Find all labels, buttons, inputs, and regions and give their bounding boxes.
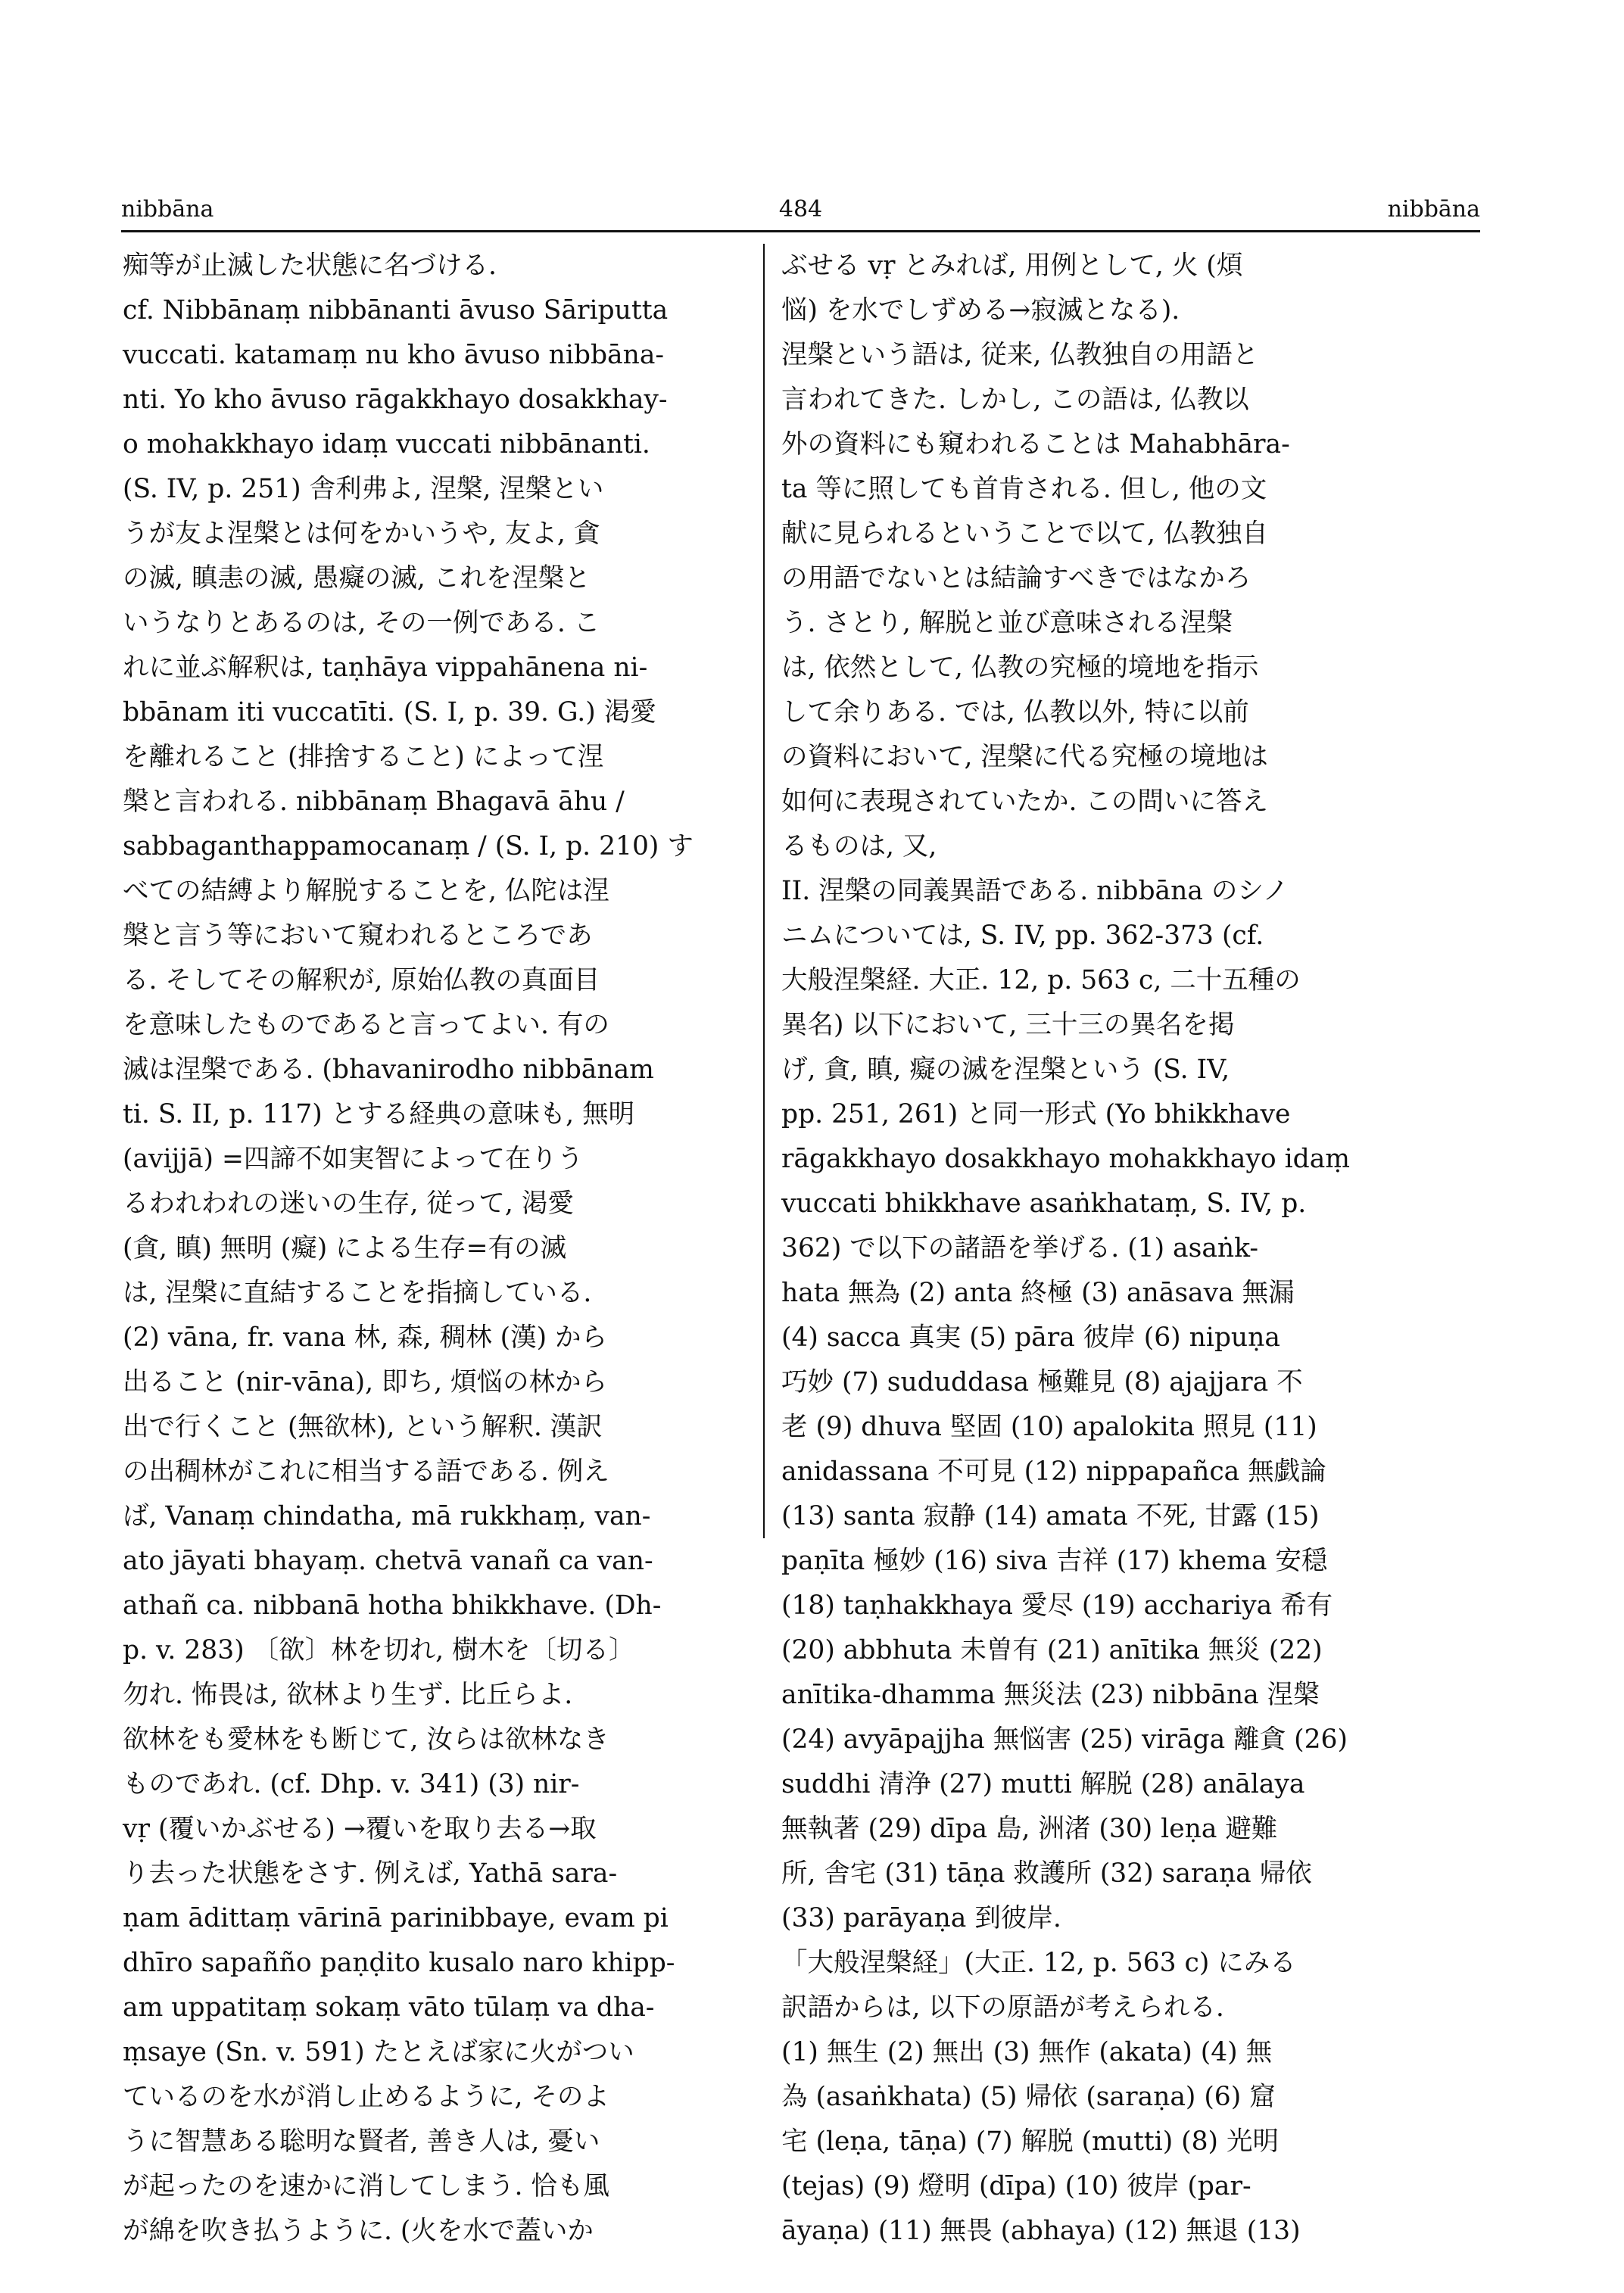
right-column-line: 「大般涅槃経」(大正. 12, p. 563 c) にみる xyxy=(781,1948,1296,1978)
right-column-line: ニムについては, S. IV, pp. 362-373 (cf. xyxy=(781,921,1264,951)
right-column-line: āyaṇa) (11) 無畏 (abhaya) (12) 無退 (13) xyxy=(781,2216,1301,2246)
right-column-line: う. さとり, 解脱と並び意味される涅槃 xyxy=(781,608,1233,638)
left-column-line: bbānam iti vuccatīti. (S. I, p. 39. G.) 渇愛 xyxy=(123,697,656,727)
left-column xyxy=(123,244,751,2254)
right-column-line: (33) parāyaṇa 到彼岸. xyxy=(781,1903,1061,1933)
left-column-line: (貪, 瞋) 無明 (癡) による生存=有の滅 xyxy=(123,1233,567,1263)
right-column-line: anītika-dhamma 無災法 (23) nibbāna 涅槃 xyxy=(781,1680,1320,1710)
left-column-line: vṛ (覆いかぶせる) →覆いを取り去る→取 xyxy=(123,1814,597,1844)
left-column-line: 欲林をも愛林をも断じて, 汝らは欲林なき xyxy=(123,1724,609,1755)
header-left-word: nibbāna xyxy=(121,196,214,223)
left-column-line: り去った状態をさす. 例えば, Yathā sara- xyxy=(123,1858,618,1889)
left-column-line: 出ること (nir-vāna), 即ち, 煩悩の林から xyxy=(123,1367,608,1397)
right-column-line: るものは, 又, xyxy=(781,831,937,861)
right-column-line: の用語でないとは結論すべきではなかろ xyxy=(781,563,1252,594)
right-column-line: II. 涅槃の同義異語である. nibbāna のシノ xyxy=(781,876,1289,906)
right-column xyxy=(781,244,1407,2254)
right-column-line: (18) taṇhakkhaya 愛尽 (19) acchariya 希有 xyxy=(781,1590,1333,1621)
right-column-line: (1) 無生 (2) 無出 (3) 無作 (akata) (4) 無 xyxy=(781,2037,1273,2067)
left-column-line: ば, Vanaṃ chindatha, mā rukkhaṃ, van- xyxy=(123,1501,651,1531)
right-column-line: 所, 舎宅 (31) tāṇa 救護所 (32) saraṇa 帰依 xyxy=(781,1858,1312,1889)
left-column-line: は, 涅槃に直結することを指摘している. xyxy=(123,1278,592,1308)
left-column-line: ているのを水が消し止めるように, そのよ xyxy=(123,2082,609,2112)
right-column-line: 為 (asaṅkhata) (5) 帰依 (saraṇa) (6) 窟 xyxy=(781,2082,1276,2112)
left-column-line: ti. S. II, p. 117) とする経典の意味も, 無明 xyxy=(123,1099,635,1129)
right-column-line: ぶせる vṛ とみれば, 用例として, 火 (煩 xyxy=(781,251,1243,281)
right-column-line: 老 (9) dhuva 堅固 (10) apalokita 照見 (11) xyxy=(781,1412,1317,1442)
right-column-line: 言われてきた. しかし, この語は, 仏教以 xyxy=(781,385,1249,415)
left-column-line: o mohakkhayo idaṃ vuccati nibbānanti. xyxy=(123,429,650,460)
left-column-line: 滅は涅槃である. (bhavanirodho nibbānam xyxy=(123,1055,654,1085)
left-column-line: sabbaganthappamocanaṃ / (S. I, p. 210) す xyxy=(123,831,694,861)
right-column-line: 涅槃という語は, 従来, 仏教独自の用語と xyxy=(781,340,1259,370)
left-column-line: cf. Nibbānaṃ nibbānanti āvuso Sāriputta xyxy=(123,295,669,326)
left-column-line: vuccati. katamaṃ nu kho āvuso nibbāna- xyxy=(123,340,665,370)
left-column-line: (2) vāna, fr. vana 林, 森, 稠林 (漢) から xyxy=(123,1323,608,1353)
right-column-line: 大般涅槃経. 大正. 12, p. 563 c, 二十五種の xyxy=(781,965,1301,995)
header-right-word: nibbāna xyxy=(1387,196,1480,223)
left-column-line: nti. Yo kho āvuso rāgakkhayo dosakkhay- xyxy=(123,385,668,415)
left-column-line: を離れること (排捨すること) によって涅 xyxy=(123,742,604,772)
right-column-line: の資料において, 涅槃に代る究極の境地は xyxy=(781,742,1268,772)
left-column-line: p. v. 283) 〔欲〕林を切れ, 樹木を〔切る〕 xyxy=(123,1635,635,1665)
right-column-line: 献に見られるということで以て, 仏教独自 xyxy=(781,519,1268,549)
left-column-line: athañ ca. nibbanā hotha bhikkhave. (Dh- xyxy=(123,1590,662,1621)
left-column-line: の滅, 瞋恚の滅, 愚癡の滅, これを涅槃と xyxy=(123,563,591,594)
left-column-line: 出で行くこと (無欲林), という解釈. 漢訳 xyxy=(123,1412,603,1442)
left-column-line: 槃と言われる. nibbānaṃ Bhagavā āhu / xyxy=(123,787,625,817)
left-column-line: dhīro sapañño paṇḍito kusalo naro khipp- xyxy=(123,1948,675,1978)
left-column-line: 勿れ. 怖畏は, 欲林より生ず. 比丘らよ. xyxy=(123,1680,573,1710)
right-column-line: 無執著 (29) dīpa 島, 洲渚 (30) leṇa 避難 xyxy=(781,1814,1278,1844)
right-column-line: 悩) を水でしずめる→寂滅となる). xyxy=(781,295,1180,326)
right-column-line: 異名) 以下において, 三十三の異名を掲 xyxy=(781,1010,1235,1040)
right-column-line: げ, 貪, 瞋, 癡の滅を涅槃という (S. IV, xyxy=(781,1055,1230,1085)
left-column-line: ṇam ādittaṃ vārinā parinibbaye, evam pi xyxy=(123,1903,669,1933)
left-column-line: am uppatitaṃ sokaṃ vāto tūlaṃ va dha- xyxy=(123,1992,655,2023)
left-column-line: ṃsaye (Sn. v. 591) たとえば家に火がつい xyxy=(123,2037,634,2067)
right-column-line: 362) で以下の諸語を挙げる. (1) asaṅk- xyxy=(781,1233,1259,1263)
column-divider xyxy=(763,244,765,1538)
right-column-line: ta 等に照しても首肯される. 但し, 他の文 xyxy=(781,474,1267,504)
right-column-line: vuccati bhikkhave asaṅkhataṃ, S. IV, p. xyxy=(781,1189,1307,1219)
right-column-line: (13) santa 寂静 (14) amata 不死, 甘露 (15) xyxy=(781,1501,1320,1531)
page-number: 484 xyxy=(778,196,823,223)
left-column-line: (avijjā) =四諦不如実智によって在りう xyxy=(123,1144,584,1174)
left-column-line: が起ったのを速かに消してしまう. 恰も風 xyxy=(123,2171,609,2201)
header-rule xyxy=(121,230,1480,232)
right-column-line: suddhi 清浄 (27) mutti 解脱 (28) anālaya xyxy=(781,1769,1305,1799)
right-column-line: 訳語からは, 以下の原語が考えられる. xyxy=(781,1992,1224,2023)
running-header xyxy=(121,191,1480,229)
left-column-line: いうなりとあるのは, その一例である. こ xyxy=(123,608,600,638)
right-column-line: して余りある. では, 仏教以外, 特に以前 xyxy=(781,697,1249,727)
right-column-line: (20) abbhuta 未曽有 (21) anītika 無災 (22) xyxy=(781,1635,1323,1665)
left-column-line: を意味したものであると言ってよい. 有の xyxy=(123,1010,609,1040)
right-column-line: paṇīta 極妙 (16) siva 吉祥 (17) khema 安穏 xyxy=(781,1546,1328,1576)
right-column-line: は, 依然として, 仏教の究極的境地を指示 xyxy=(781,653,1259,683)
right-column-line: anidassana 不可見 (12) nippapañca 無戯論 xyxy=(781,1456,1326,1487)
right-column-line: 外の資料にも窺われることは Mahabhāra- xyxy=(781,429,1290,460)
left-column-line: うが友よ涅槃とは何をかいうや, 友よ, 貪 xyxy=(123,519,600,549)
right-column-line: rāgakkhayo dosakkhayo mohakkhayo idaṃ xyxy=(781,1144,1350,1174)
right-column-line: hata 無為 (2) anta 終極 (3) anāsava 無漏 xyxy=(781,1278,1295,1308)
left-column-line: うに智慧ある聡明な賢者, 善き人は, 憂い xyxy=(123,2126,600,2157)
right-column-line: pp. 251, 261) と同一形式 (Yo bhikkhave xyxy=(781,1099,1291,1129)
left-column-line: ato jāyati bhayaṃ. chetvā vanañ ca van- xyxy=(123,1546,653,1576)
right-column-line: (4) sacca 真実 (5) pāra 彼岸 (6) nipuṇa xyxy=(781,1323,1280,1353)
left-column-line: の出稠林がこれに相当する語である. 例え xyxy=(123,1456,609,1487)
left-column-line: べての結縛より解脱することを, 仏陀は涅 xyxy=(123,876,609,906)
right-column-line: 如何に表現されていたか. この問いに答え xyxy=(781,787,1268,817)
left-column-line: る. そしてその解釈が, 原始仏教の真面目 xyxy=(123,965,600,995)
left-column-line: 槃と言う等において窺われるところであ xyxy=(123,921,593,951)
left-column-line: れに並ぶ解釈は, taṇhāya vippahānena ni- xyxy=(123,653,648,683)
left-column-line: ものであれ. (cf. Dhp. v. 341) (3) nir- xyxy=(123,1769,580,1799)
right-column-line: 宅 (leṇa, tāṇa) (7) 解脱 (mutti) (8) 光明 xyxy=(781,2126,1279,2157)
left-column-line: が綿を吹き払うように. (火を水で蓋いか xyxy=(123,2216,594,2246)
right-column-line: (24) avyāpajjha 無悩害 (25) virāga 離貪 (26) xyxy=(781,1724,1348,1755)
left-column-line: 痴等が止滅した状態に名づける. xyxy=(123,251,497,281)
left-column-line: (S. IV, p. 251) 舎利弗よ, 涅槃, 涅槃とい xyxy=(123,474,604,504)
right-column-line: 巧妙 (7) sududdasa 極難見 (8) ajajjara 不 xyxy=(781,1367,1303,1397)
right-column-line: (tejas) (9) 燈明 (dīpa) (10) 彼岸 (par- xyxy=(781,2171,1252,2201)
left-column-line: るわれわれの迷いの生存, 従って, 渇愛 xyxy=(123,1189,574,1219)
